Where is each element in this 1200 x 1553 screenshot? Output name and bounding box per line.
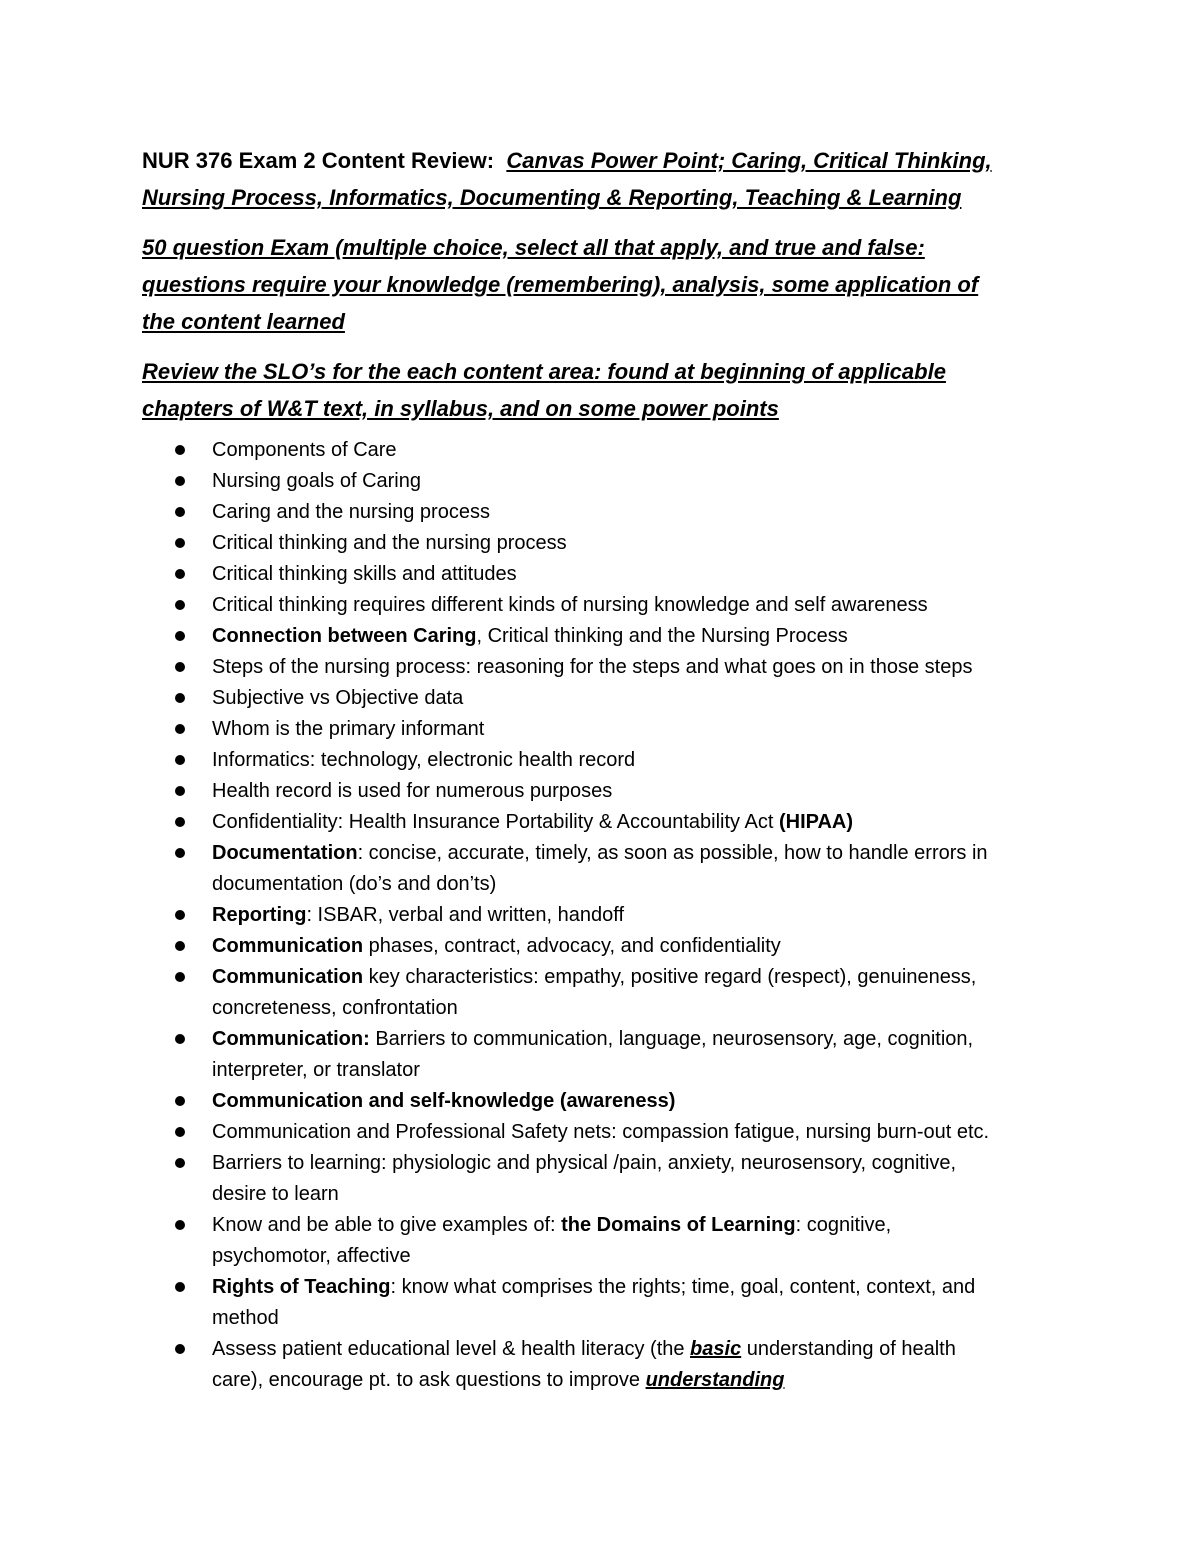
- bullet-icon: [175, 1034, 185, 1044]
- bullet-icon: [175, 910, 185, 920]
- exam-info-line-3: the content learned: [142, 309, 345, 334]
- bullet-icon: [175, 538, 185, 548]
- bullet-icon: [175, 1158, 185, 1168]
- list-item: Nursing goals of Caring: [142, 466, 1062, 497]
- list-item: Reporting: ISBAR, verbal and written, handoff: [142, 900, 1062, 931]
- bullet-icon: [175, 600, 185, 610]
- bullet-icon: [175, 848, 185, 858]
- bullet-icon: [175, 786, 185, 796]
- list-item: Whom is the primary informant: [142, 714, 1062, 745]
- topic-list: [142, 435, 1062, 1396]
- list-item: Barriers to learning: physiologic and physical /pain, anxiety, neurosensory, cognitive, desire to learn: [142, 1148, 1062, 1210]
- exam-info: [142, 229, 1062, 340]
- bullet-icon: [175, 662, 185, 672]
- list-item: Rights of Teaching: know what comprises the rights; time, goal, content, context, and method: [142, 1272, 1062, 1334]
- bullet-icon: [175, 631, 185, 641]
- title-topics-line-1: Canvas Power Point; Caring, Critical Thinking,: [506, 148, 992, 173]
- list-item: Documentation: concise, accurate, timely, as soon as possible, how to handle errors in documentation (do’s and don’ts): [142, 838, 1062, 900]
- list-item: Subjective vs Objective data: [142, 683, 1062, 714]
- review-note-line-1: Review the SLO’s for the each content area: found at beginning of applicable: [142, 359, 946, 384]
- document-page: [142, 142, 1062, 1396]
- list-item: Communication and self-knowledge (awareness): [142, 1086, 1062, 1117]
- list-item: Critical thinking and the nursing process: [142, 528, 1062, 559]
- bullet-icon: [175, 569, 185, 579]
- bullet-icon: [175, 941, 185, 951]
- list-item: Communication phases, contract, advocacy, and confidentiality: [142, 931, 1062, 962]
- bullet-icon: [175, 445, 185, 455]
- list-item: Informatics: technology, electronic health record: [142, 745, 1062, 776]
- list-item: Critical thinking skills and attitudes: [142, 559, 1062, 590]
- list-item: Communication: Barriers to communication, language, neurosensory, age, cognition, interpreter, or translator: [142, 1024, 1062, 1086]
- bullet-icon: [175, 817, 185, 827]
- bullet-icon: [175, 972, 185, 982]
- review-note-line-2: chapters of W&T text, in syllabus, and on some power points: [142, 396, 779, 421]
- list-item: Connection between Caring, Critical thinking and the Nursing Process: [142, 621, 1062, 652]
- list-item: Health record is used for numerous purposes: [142, 776, 1062, 807]
- exam-info-line-1: 50 question Exam (multiple choice, select all that apply, and true and false:: [142, 235, 925, 260]
- list-item: Assess patient educational level & health literacy (the basic understanding of health care), encourage pt. to ask questions to improve understanding: [142, 1334, 1062, 1396]
- title-line-1: [142, 142, 1062, 179]
- bullet-icon: [175, 724, 185, 734]
- list-item: Communication key characteristics: empathy, positive regard (respect), genuineness, concreteness, confrontation: [142, 962, 1062, 1024]
- title-topics-line-2: Nursing Process, Informatics, Documenting & Reporting, Teaching & Learning: [142, 185, 962, 210]
- list-item: Steps of the nursing process: reasoning for the steps and what goes on in those steps: [142, 652, 1062, 683]
- bullet-icon: [175, 476, 185, 486]
- exam-info-line-2: questions require your knowledge (remembering), analysis, some application of: [142, 272, 979, 297]
- list-item: Critical thinking requires different kinds of nursing knowledge and self awareness: [142, 590, 1062, 621]
- list-item: Communication and Professional Safety nets: compassion fatigue, nursing burn-out etc.: [142, 1117, 1062, 1148]
- document-title: [142, 142, 1062, 216]
- list-item: Components of Care: [142, 435, 1062, 466]
- bullet-icon: [175, 755, 185, 765]
- bullet-icon: [175, 1127, 185, 1137]
- list-item: Confidentiality: Health Insurance Portability & Accountability Act (HIPAA): [142, 807, 1062, 838]
- list-item: Caring and the nursing process: [142, 497, 1062, 528]
- bullet-icon: [175, 507, 185, 517]
- title-main: NUR 376 Exam 2 Content Review:: [142, 148, 495, 173]
- review-note: [142, 353, 1062, 427]
- bullet-icon: [175, 693, 185, 703]
- bullet-icon: [175, 1282, 185, 1292]
- bullet-icon: [175, 1096, 185, 1106]
- bullet-icon: [175, 1344, 185, 1354]
- list-item: Know and be able to give examples of: the Domains of Learning: cognitive, psychomotor, affective: [142, 1210, 1062, 1272]
- bullet-icon: [175, 1220, 185, 1230]
